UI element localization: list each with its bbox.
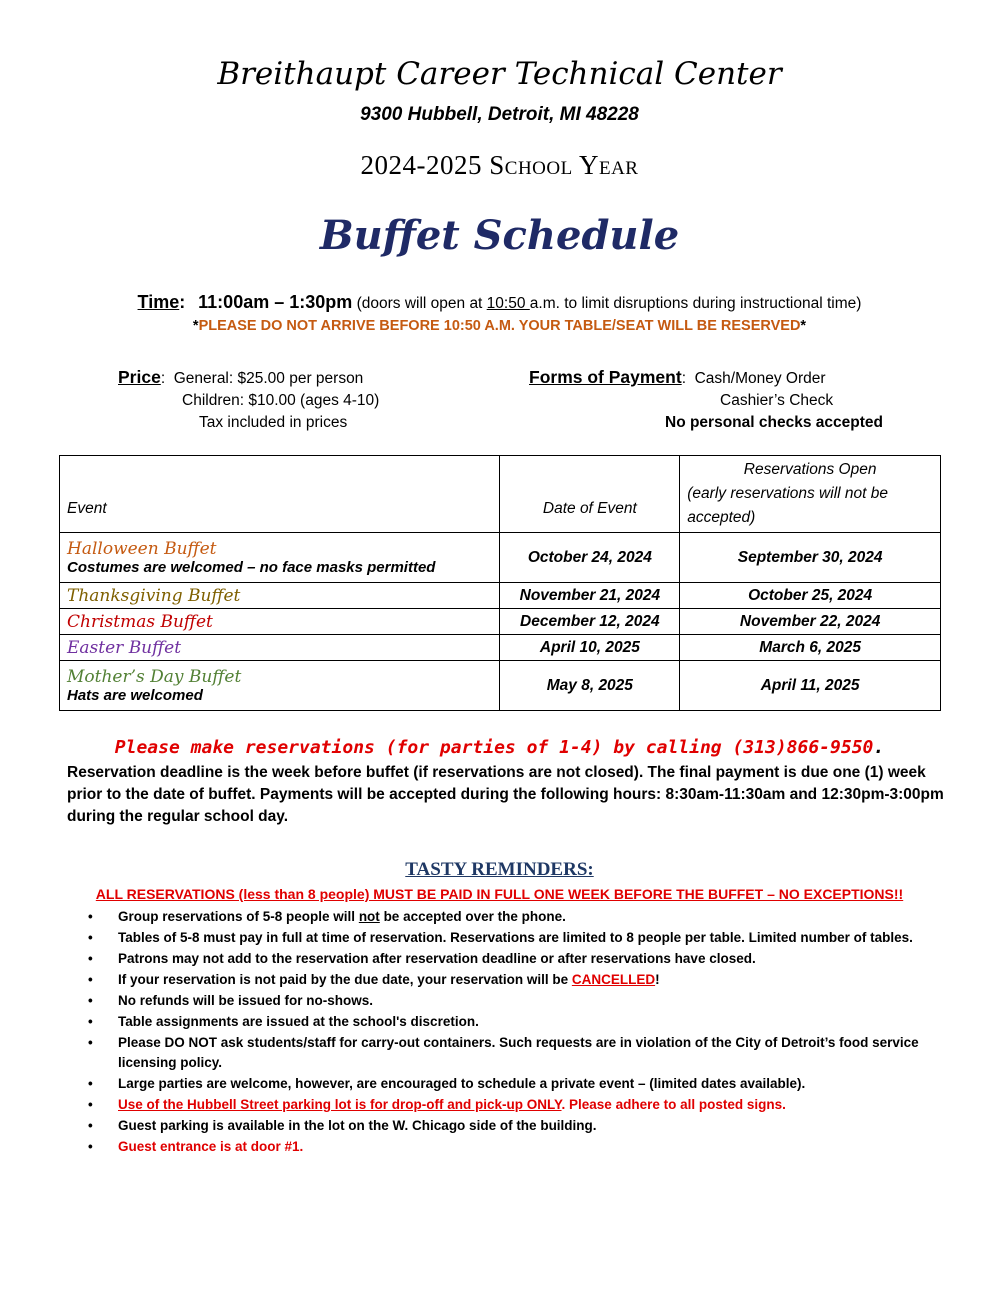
list-item <box>88 1033 928 1073</box>
table-row <box>60 635 941 661</box>
time-value: 11:00am – 1:30pm <box>198 292 353 312</box>
list-item <box>88 970 928 990</box>
event-note: Hats are welcomed <box>67 687 203 704</box>
reminder-emphasis: Use of the Hubbell Street parking lot is for drop-off and pick-up ONLY <box>118 1097 562 1112</box>
bullet-icon: • <box>88 1076 93 1091</box>
arrival-warning: *PLEASE DO NOT ARRIVE BEFORE 10:50 A.M. YOUR TABLE/SEAT WILL BE RESERVED* <box>192 318 807 334</box>
bullet-icon: • <box>88 1139 93 1154</box>
reminder-text: If your reservation is not paid by the due date, your reservation will be <box>118 972 572 987</box>
price-block: Price: General: $25.00 per person Children: $10.00 (ages 4-10) Tax included in prices <box>118 366 379 434</box>
page-title: Buffet Schedule <box>319 212 680 259</box>
time-note-time: 10:50 <box>486 295 530 312</box>
reminder-text: Large parties are welcome, however, are encouraged to schedule a private event – (limited dates available). <box>118 1076 806 1091</box>
reservation-call-line: Please make reservations (for parties of 1-4) by calling (313)866-9550. <box>114 737 885 758</box>
list-item <box>88 907 928 927</box>
bullet-icon: • <box>88 1097 93 1112</box>
list-item <box>88 991 928 1011</box>
price-children: Children: $10.00 (ages 4-10) <box>182 392 380 409</box>
price-label: Price <box>118 367 161 387</box>
reminders-list <box>88 907 928 1158</box>
payment-option-2: Cashier’s Check <box>720 392 834 409</box>
bullet-icon: • <box>88 930 93 945</box>
table-row <box>60 609 941 635</box>
bullet-icon: • <box>88 951 93 966</box>
header-reservations <box>680 456 941 533</box>
address: 9300 Hubbell, Detroit, MI 48228 <box>360 104 639 125</box>
reminders-subtitle: ALL RESERVATIONS (less than 8 people) MUST BE PAID IN FULL ONE WEEK BEFORE THE BUFFET – NO EXCEPTIONS!! <box>95 886 904 902</box>
reminders-title: TASTY REMINDERS: <box>405 859 594 880</box>
reservation-deadline: Reservation deadline is the week before buffet (if reservations are not closed). The final payment is due one (1) week prior to the date of buffet. Payments will be accepted during the following hours: 8:30am-11:30am and 12:30pm-3:00pm during the regular school day. <box>67 764 944 825</box>
event-table <box>59 455 941 711</box>
event-name: Halloween Buffet <box>67 539 217 559</box>
price-tax: Tax included in prices <box>199 414 348 431</box>
reservation-call-text: Please make reservations (for parties of 1-4) by calling (313)866-9550 <box>114 737 874 758</box>
table-header-row <box>60 456 941 533</box>
time-label: Time <box>137 292 180 312</box>
reminder-text: ! <box>655 972 660 987</box>
reminder-text: . Please adhere to all posted signs. <box>561 1097 786 1112</box>
reservation-open-date: November 22, 2024 <box>680 609 941 635</box>
payment-note: No personal checks accepted <box>665 414 883 431</box>
reminder-text: Guest parking is available in the lot on the W. Chicago side of the building. <box>118 1118 597 1133</box>
event-note: Costumes are welcomed – no face masks permitted <box>67 559 436 576</box>
reservation-open-date: April 11, 2025 <box>680 661 941 711</box>
reservation-open-date: October 25, 2024 <box>680 583 941 609</box>
reminder-text: Please DO NOT ask students/staff for carry-out containers. Such requests are in violation of the City of Detroit’s food service licensing policy. <box>118 1035 919 1070</box>
time-colon: : <box>179 292 186 312</box>
time-line <box>0 292 999 313</box>
event-date: December 12, 2024 <box>500 609 680 635</box>
reservation-open-date: March 6, 2025 <box>680 635 941 661</box>
reminder-text: Patrons may not add to the reservation after reservation deadline or after reservations have closed. <box>118 951 756 966</box>
reminder-text: be accepted over the phone. <box>379 909 566 924</box>
school-year: 2024-2025 School Year <box>360 150 639 180</box>
list-item <box>88 1116 928 1136</box>
reminder-text: Table assignments are issued at the school's discretion. <box>118 1014 479 1029</box>
bullet-icon: • <box>88 909 93 924</box>
price-general: General: $25.00 per person <box>173 370 364 387</box>
table-row <box>60 661 941 711</box>
event-date: October 24, 2024 <box>500 533 680 583</box>
event-date: May 8, 2025 <box>500 661 680 711</box>
org-name: Breithaupt Career Technical Center <box>217 56 782 92</box>
reminder-text: Guest entrance is at door #1. <box>118 1139 304 1154</box>
header-date: Date of Event <box>500 456 680 533</box>
bullet-icon: • <box>88 993 93 1008</box>
event-name: Easter Buffet <box>67 637 182 658</box>
bullet-icon: • <box>88 972 93 987</box>
time-note-post: a.m. to limit disruptions during instructional time) <box>529 295 862 312</box>
list-item <box>88 1012 928 1032</box>
reminder-text: No refunds will be issued for no-shows. <box>118 993 374 1008</box>
event-date: November 21, 2024 <box>500 583 680 609</box>
arrival-warning-text: PLEASE DO NOT ARRIVE BEFORE 10:50 A.M. YOUR TABLE/SEAT WILL BE RESERVED <box>198 318 801 334</box>
list-item <box>88 949 928 969</box>
reminder-text: Group reservations of 5-8 people will <box>118 909 359 924</box>
bullet-icon: • <box>88 1014 93 1029</box>
table-row <box>60 533 941 583</box>
time-note-pre: (doors will open at <box>356 295 487 312</box>
header-res-title: Reservations Open <box>743 461 877 478</box>
header-res-sub: (early reservations will not be accepted) <box>687 485 888 526</box>
list-item <box>88 1095 928 1115</box>
list-item <box>88 1137 928 1157</box>
event-date: April 10, 2025 <box>500 635 680 661</box>
table-row <box>60 583 941 609</box>
reservation-open-date: September 30, 2024 <box>680 533 941 583</box>
event-name: Mother’s Day Buffet <box>67 667 242 687</box>
bullet-icon: • <box>88 1118 93 1133</box>
header-event: Event <box>60 456 500 533</box>
reminder-emphasis: CANCELLED <box>571 972 656 987</box>
bullet-icon: • <box>88 1035 93 1050</box>
payment-label: Forms of Payment <box>529 367 682 387</box>
event-name: Thanksgiving Buffet <box>67 585 241 606</box>
event-name: Christmas Buffet <box>67 611 213 632</box>
list-item <box>88 928 928 948</box>
payment-block: Forms of Payment: Cash/Money Order Cashier’s Check No personal checks accepted <box>529 366 889 434</box>
reminder-emphasis: not <box>358 909 380 924</box>
list-item <box>88 1074 928 1094</box>
payment-option-1: Cash/Money Order <box>694 370 826 387</box>
reminder-text: Tables of 5-8 must pay in full at time of reservation. Reservations are limited to 8 people per table. Limited number of tables. <box>118 930 913 945</box>
